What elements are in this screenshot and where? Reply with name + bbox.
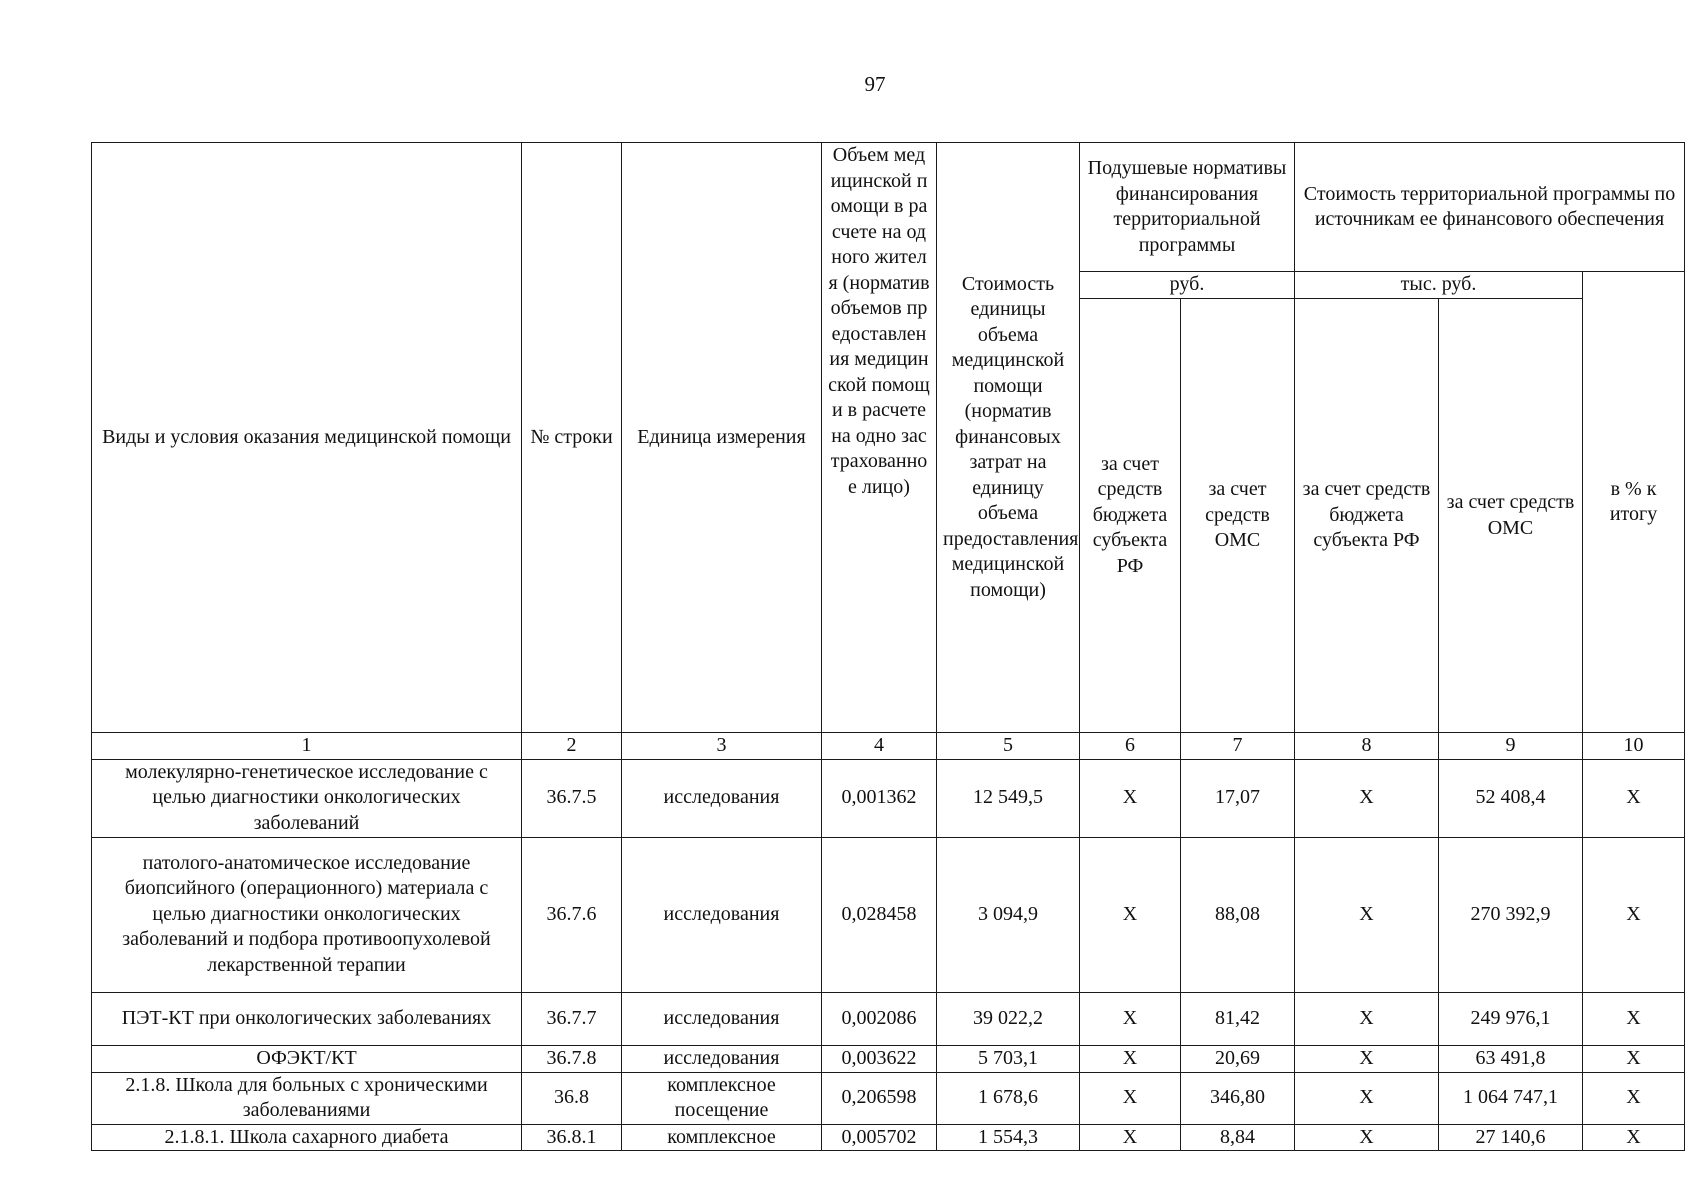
row-per-capita-budget: Х bbox=[1080, 1072, 1181, 1124]
table-row bbox=[92, 1124, 1685, 1151]
row-name: 2.1.8. Школа для больных с хроническими заболеваниями bbox=[92, 1072, 522, 1124]
row-unit: исследования bbox=[622, 759, 822, 837]
header-per-capita-group: Подушевые нормативы финансирования территориальной программы bbox=[1080, 143, 1295, 272]
row-cost-oms: 52 408,4 bbox=[1439, 759, 1583, 837]
row-cost: 1 678,6 bbox=[937, 1072, 1080, 1124]
row-code: 36.7.8 bbox=[522, 1045, 622, 1072]
column-number: 7 bbox=[1181, 733, 1295, 760]
row-unit: исследования bbox=[622, 992, 822, 1045]
row-cost-budget: Х bbox=[1295, 992, 1439, 1045]
row-volume: 0,005702 bbox=[822, 1124, 937, 1151]
row-percent: Х bbox=[1583, 759, 1685, 837]
column-number: 4 bbox=[822, 733, 937, 760]
row-volume: 0,206598 bbox=[822, 1072, 937, 1124]
row-per-capita-oms: 88,08 bbox=[1181, 837, 1295, 992]
row-name: ОФЭКТ/КТ bbox=[92, 1045, 522, 1072]
row-cost-oms: 270 392,9 bbox=[1439, 837, 1583, 992]
header-unit-rub: руб. bbox=[1080, 272, 1295, 299]
column-number: 6 bbox=[1080, 733, 1181, 760]
row-per-capita-budget: Х bbox=[1080, 837, 1181, 992]
column-number: 8 bbox=[1295, 733, 1439, 760]
row-per-capita-budget: Х bbox=[1080, 759, 1181, 837]
row-volume: 0,001362 bbox=[822, 759, 937, 837]
header-unit-thous-rub: тыс. руб. bbox=[1295, 272, 1583, 299]
header-cost-oms: за счет средств ОМС bbox=[1439, 299, 1583, 733]
row-percent: Х bbox=[1583, 837, 1685, 992]
header-cost-budget: за счет средств бюджета субъекта РФ bbox=[1295, 299, 1439, 733]
row-unit: комплексное посещение bbox=[622, 1072, 822, 1124]
row-cost-oms: 63 491,8 bbox=[1439, 1045, 1583, 1072]
table-row bbox=[92, 759, 1685, 837]
row-cost-budget: Х bbox=[1295, 1124, 1439, 1151]
territorial-program-table bbox=[91, 142, 1685, 1151]
row-percent: Х bbox=[1583, 1072, 1685, 1124]
header-percent-of-total: в % к итогу bbox=[1583, 272, 1685, 733]
column-number: 2 bbox=[522, 733, 622, 760]
row-cost: 3 094,9 bbox=[937, 837, 1080, 992]
row-cost-oms: 1 064 747,1 bbox=[1439, 1072, 1583, 1124]
row-unit: исследования bbox=[622, 837, 822, 992]
row-code: 36.7.6 bbox=[522, 837, 622, 992]
column-number: 5 bbox=[937, 733, 1080, 760]
row-per-capita-oms: 346,80 bbox=[1181, 1072, 1295, 1124]
row-volume: 0,003622 bbox=[822, 1045, 937, 1072]
column-number: 9 bbox=[1439, 733, 1583, 760]
header-row-number: № строки bbox=[522, 143, 622, 733]
header-per-capita-budget: за счет средств бюджета субъекта РФ bbox=[1080, 299, 1181, 733]
row-cost-oms: 249 976,1 bbox=[1439, 992, 1583, 1045]
row-per-capita-oms: 17,07 bbox=[1181, 759, 1295, 837]
header-volume: Объем медицинской помощи в расчете на одного жителя (норматив объемов предоставления медицинской помощи в расчете на одно застрахованное лицо) bbox=[822, 143, 937, 733]
row-per-capita-oms: 81,42 bbox=[1181, 992, 1295, 1045]
row-code: 36.8 bbox=[522, 1072, 622, 1124]
row-per-capita-budget: Х bbox=[1080, 1045, 1181, 1072]
row-name: патолого-анатомическое исследование биопсийного (операционного) материала с целью диагностики онкологических заболеваний и подбора противоопухолевой лекарственной терапии bbox=[92, 837, 522, 992]
row-per-capita-budget: Х bbox=[1080, 1124, 1181, 1151]
table-row bbox=[92, 837, 1685, 992]
table-row bbox=[92, 1072, 1685, 1124]
row-cost: 12 549,5 bbox=[937, 759, 1080, 837]
row-code: 36.7.7 bbox=[522, 992, 622, 1045]
row-percent: Х bbox=[1583, 992, 1685, 1045]
row-code: 36.7.5 bbox=[522, 759, 622, 837]
header-kind-of-care: Виды и условия оказания медицинской помощи bbox=[92, 143, 522, 733]
row-name: 2.1.8.1. Школа сахарного диабета bbox=[92, 1124, 522, 1151]
header-program-cost-group: Стоимость территориальной программы по источникам ее финансового обеспечения bbox=[1295, 143, 1685, 272]
row-unit: исследования bbox=[622, 1045, 822, 1072]
header-per-capita-oms: за счет средств ОМС bbox=[1181, 299, 1295, 733]
row-cost-oms: 27 140,6 bbox=[1439, 1124, 1583, 1151]
header-unit: Единица измерения bbox=[622, 143, 822, 733]
row-cost: 1 554,3 bbox=[937, 1124, 1080, 1151]
table-row bbox=[92, 992, 1685, 1045]
row-cost: 5 703,1 bbox=[937, 1045, 1080, 1072]
column-number: 1 bbox=[92, 733, 522, 760]
row-percent: Х bbox=[1583, 1124, 1685, 1151]
column-numbers-row bbox=[92, 733, 1685, 760]
column-number: 3 bbox=[622, 733, 822, 760]
row-percent: Х bbox=[1583, 1045, 1685, 1072]
page-number: 97 bbox=[864, 72, 886, 96]
row-per-capita-oms: 20,69 bbox=[1181, 1045, 1295, 1072]
row-cost-budget: Х bbox=[1295, 759, 1439, 837]
row-unit: комплексное bbox=[622, 1124, 822, 1151]
table-row bbox=[92, 1045, 1685, 1072]
row-per-capita-budget: Х bbox=[1080, 992, 1181, 1045]
row-volume: 0,002086 bbox=[822, 992, 937, 1045]
row-name: ПЭТ-КТ при онкологических заболеваниях bbox=[92, 992, 522, 1045]
header-unit-cost: Стоимость единицы объема медицинской помощи (норматив финансовых затрат на единицу объема предоставления медицинской помощи) bbox=[937, 143, 1080, 733]
row-volume: 0,028458 bbox=[822, 837, 937, 992]
row-code: 36.8.1 bbox=[522, 1124, 622, 1151]
row-per-capita-oms: 8,84 bbox=[1181, 1124, 1295, 1151]
row-cost-budget: Х bbox=[1295, 1072, 1439, 1124]
row-cost-budget: Х bbox=[1295, 837, 1439, 992]
row-name: молекулярно-генетическое исследование с целью диагностики онкологических заболеваний bbox=[92, 759, 522, 837]
row-cost: 39 022,2 bbox=[937, 992, 1080, 1045]
column-number: 10 bbox=[1583, 733, 1685, 760]
row-cost-budget: Х bbox=[1295, 1045, 1439, 1072]
